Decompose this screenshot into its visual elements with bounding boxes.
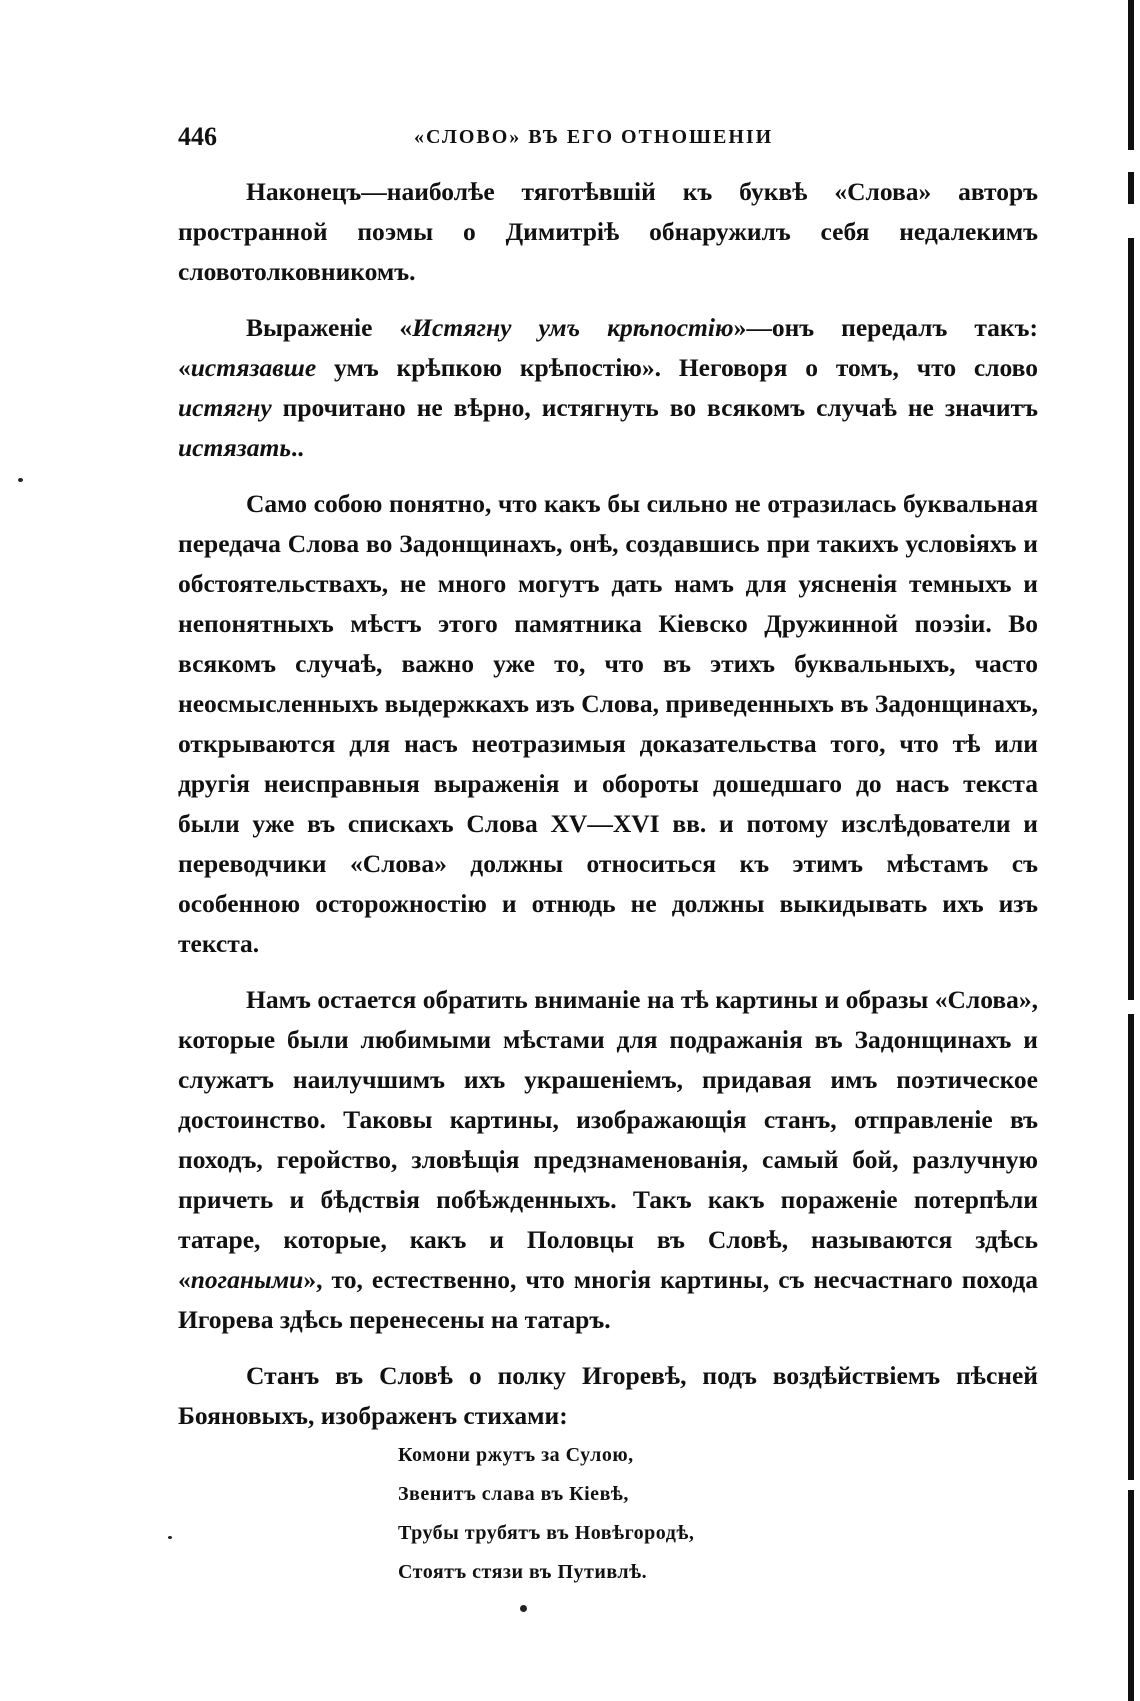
page-number: 446 — [178, 122, 217, 151]
verse-line: Звенитъ слава въ Кіевѣ, — [398, 1483, 629, 1505]
paragraph — [178, 172, 1038, 292]
text-run: прочитано не вѣрно, истягнуть во всякомъ случаѣ не значитъ — [271, 393, 1038, 422]
text-run: .. — [290, 433, 304, 462]
paragraph — [178, 308, 1038, 468]
italic-quote: истягну — [178, 393, 272, 422]
italic-quote: истязать — [178, 433, 291, 462]
verse-quote — [398, 1436, 818, 1592]
text-run: »—онъ передалъ такъ: « — [178, 313, 1038, 382]
paragraph — [178, 484, 1038, 964]
italic-quote: погаными — [190, 1265, 304, 1294]
italic-quote: истязавше — [190, 353, 317, 382]
text-run: Станъ въ Словѣ о полку Игоревѣ, подъ воздѣйствіемъ пѣсней Бояновыхъ, изображенъ стихами: — [178, 1361, 1038, 1430]
scan-edge-line — [1128, 0, 1134, 1701]
verse-line: Трубы трубятъ въ Новѣгородѣ, — [398, 1522, 695, 1544]
paragraph — [178, 1356, 1038, 1436]
scan-speck — [168, 1536, 172, 1539]
body-text — [178, 172, 1038, 1452]
text-run: Намъ остается обратить вниманіе на тѣ картины и образы «Слова», которые были любимыми мѣстами для подражанія въ Задонщинахъ и служатъ наилучшимъ ихъ украшеніемъ, придавая имъ поэтическое достоинство. Таковы картины, изображающія станъ, отправленіе въ походъ, геройство, зловѣщія предзнаменованія, самый бой, разлучную причеть и бѣдствія побѣжденныхъ. Такъ какъ пораженіе потерпѣли татаре, которые, какъ и Половцы въ Словѣ, называются здѣсь « — [178, 985, 1038, 1294]
page-header — [178, 122, 1038, 158]
scan-speck — [18, 478, 23, 482]
text-run: Выраженіе « — [246, 313, 413, 342]
text-run: умъ крѣпкою крѣпостію». Неговоря о томъ, что слово — [316, 353, 1038, 382]
running-title: «СЛОВО» ВЪ ЕГО ОТНОШЕНІИ — [414, 126, 774, 148]
text-run: », то, естественно, что многія картины, съ несчастнаго похода Игорева здѣсь перенесены на татаръ. — [178, 1265, 1038, 1334]
verse-line: Комони ржутъ за Сулою, — [398, 1444, 634, 1466]
scan-speck — [520, 1605, 527, 1612]
italic-quote: Истягну умъ крѣпостію — [412, 313, 734, 342]
verse-line: Стоятъ стязи въ Путивлѣ. — [398, 1561, 648, 1583]
text-run: Наконецъ—наиболѣе тяготѣвшій къ буквѣ «Слова» авторъ пространной поэмы о Димитріѣ обнаружилъ себя недалекимъ словотолковникомъ. — [178, 177, 1038, 286]
paragraph — [178, 980, 1038, 1340]
text-run: Само собою понятно, что какъ бы сильно не отразилась буквальная передача Слова во Задонщинахъ, онѣ, создавшись при такихъ условіяхъ и обстоятельствахъ, не много могутъ дать намъ для уясненія темныхъ и непонятныхъ мѣстъ этого памятника Кіевско Дружинной поэзіи. Во всякомъ случаѣ, важно уже то, что въ этихъ буквальныхъ, часто неосмысленныхъ выдержкахъ изъ Слова, приведенныхъ въ Задонщинахъ, открываются для насъ неотразимыя доказательства того, что тѣ или другія неисправныя выраженія и обороты дошедшаго до насъ текста были уже въ спискахъ Слова XV—XVI вв. и потому изслѣдователи и переводчики «Слова» должны относиться къ этимъ мѣстамъ съ особенною осторожностію и отнюдь не должны выкидывать ихъ изъ текста. — [178, 489, 1038, 958]
